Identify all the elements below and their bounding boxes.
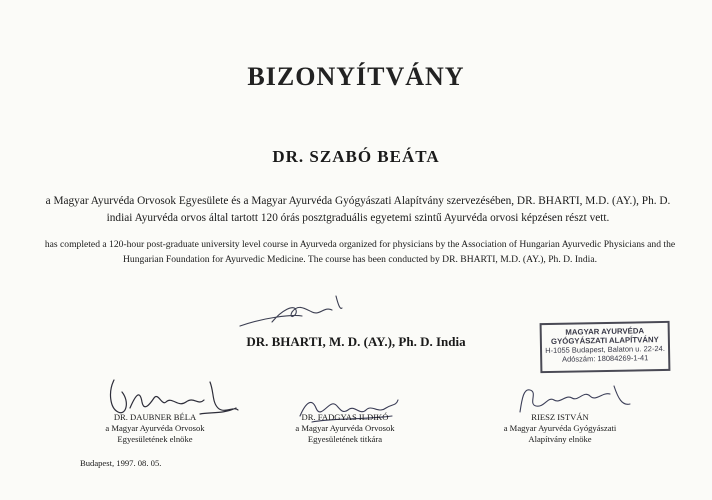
signatory-3-role-1: a Magyar Ayurvéda Gyógyászati — [503, 423, 617, 433]
signatory-3-role-2: Alapítvány elnöke — [528, 434, 592, 444]
signatory-2-role-1: a Magyar Ayurvéda Orvosok — [295, 423, 395, 433]
signatory-1 — [80, 412, 230, 445]
recipient-name: DR. SZABÓ BEÁTA — [272, 147, 440, 166]
signatory-3 — [480, 412, 640, 445]
bharti-signature — [232, 292, 372, 334]
signatory-2-role-2: Egyesületének titkára — [307, 434, 383, 444]
issue-date: Budapest, 1997. 08. 05. — [80, 458, 162, 468]
stamp-line-4: Adószám: 18084269-1-41 — [561, 353, 649, 364]
signatory-3-name: RIESZ ISTVÁN — [531, 412, 589, 422]
english-paragraph: has completed a 120-hour post-graduate university level course in Ayurveda organized for physicians by the Association of Hungarian Ayurvedic Physicians and the Hungarian Foundation for Ayurvedic Medicine. The course has been conducted by DR. BHARTI, M.D. (AY.), Ph. D. India. — [44, 239, 676, 265]
stamp-line-2: GYÓGYÁSZATI ALAPÍTVÁNY — [550, 335, 659, 346]
signatory-1-role-2: Egyesületének elnöke — [117, 434, 193, 444]
stamp-line-1: MAGYAR AYURVÉDA — [565, 326, 645, 337]
instructor-name: DR. BHARTI, M. D. (AY.), Ph. D. India — [246, 334, 466, 349]
signatory-2 — [270, 412, 420, 445]
stamp-line-3: H-1055 Budapest, Balaton u. 22-24. — [545, 343, 665, 356]
foundation-stamp — [540, 321, 671, 373]
signatory-1-name: DR. DAUBNER BÉLA — [113, 412, 197, 422]
certificate-title: BIZONYÍTVÁNY — [247, 62, 465, 91]
signatory-2-name: DR. FADGYAS ILDIKÓ — [301, 412, 389, 422]
hungarian-paragraph: a Magyar Ayurvéda Orvosok Egyesülete és a Magyar Ayurvéda Gyógyászati Alapítvány szervezésében, DR. BHARTI, M.D. (AY.), Ph. D. indiai Ayurvéda orvos által tartott 120 órás posztgraduális egyetemi szintű Ayurvéda orvosi képzésen részt vett. — [45, 195, 671, 224]
signatory-1-role-1: a Magyar Ayurvéda Orvosok — [105, 423, 205, 433]
